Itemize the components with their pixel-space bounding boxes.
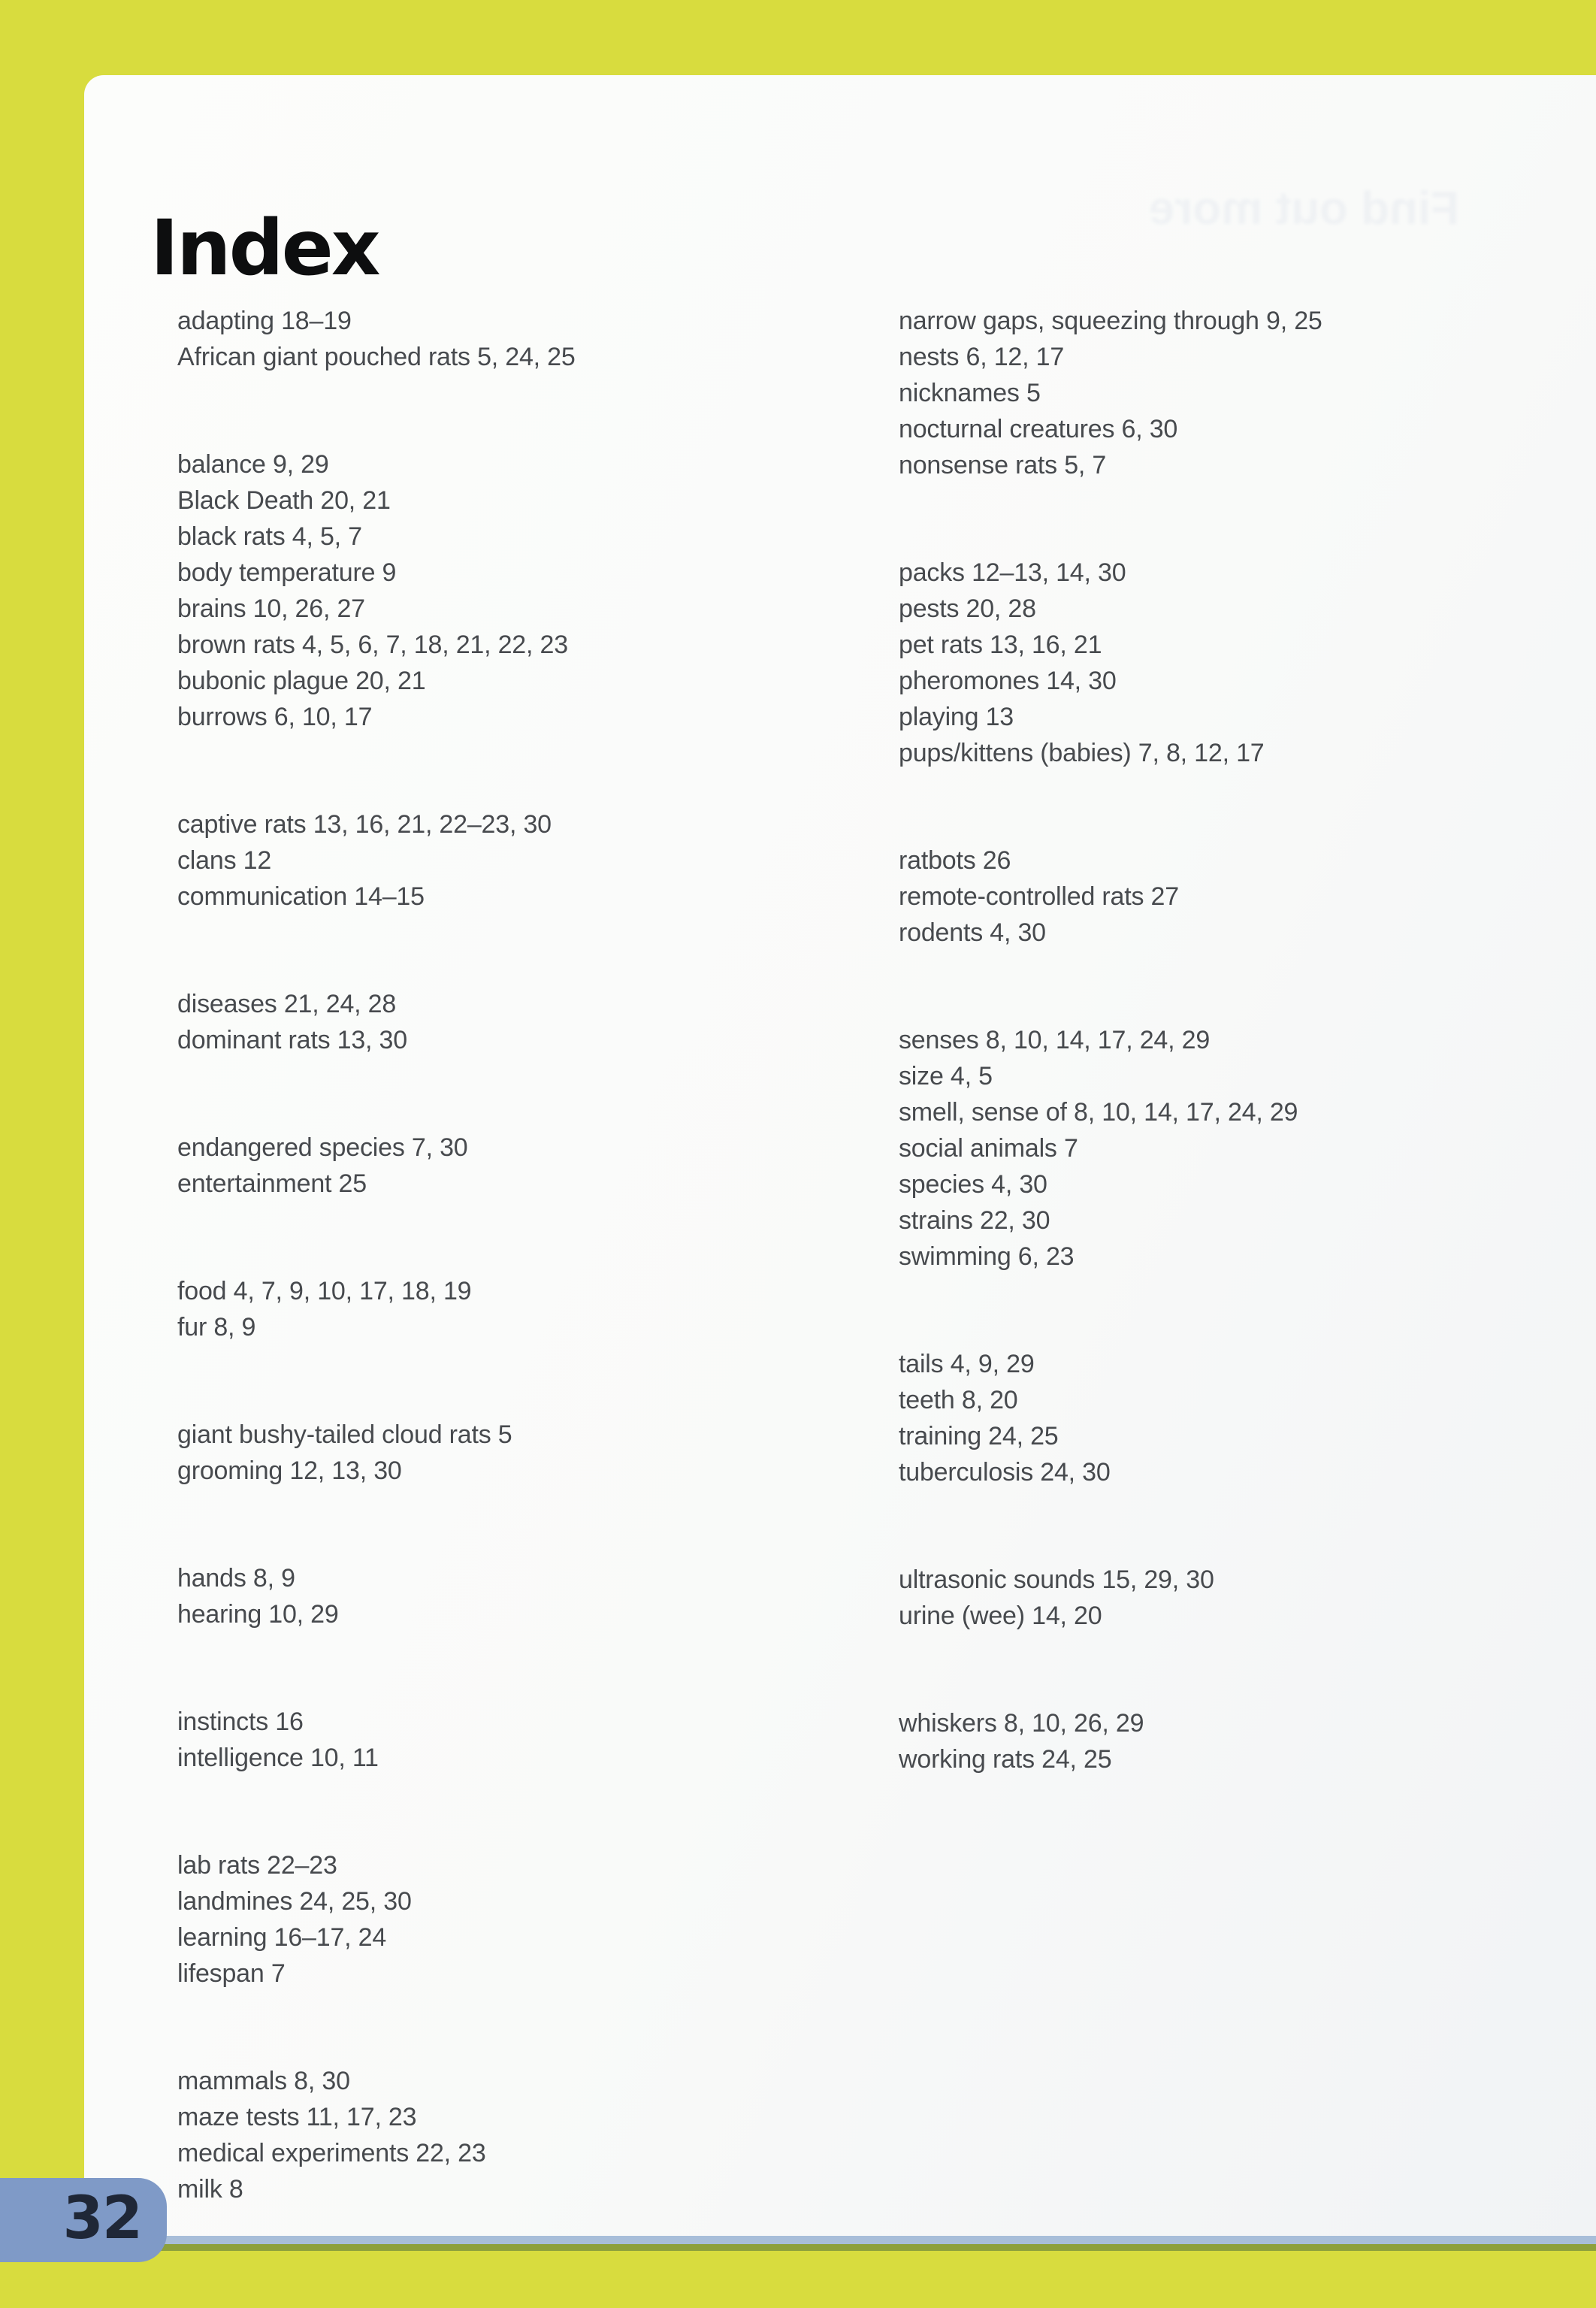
index-entry: pests 20, 28 (899, 594, 1036, 623)
index-entry: burrows 6, 10, 17 (177, 703, 373, 731)
index-group (177, 1847, 884, 1992)
index-group (177, 1417, 884, 1489)
index-group (899, 303, 1596, 483)
index-group (177, 1704, 884, 1776)
index-entry: African giant pouched rats 5, 24, 25 (177, 343, 576, 371)
index-entry: playing 13 (899, 703, 1014, 731)
index-entry: whiskers 8, 10, 26, 29 (899, 1709, 1144, 1738)
index-entry: medical experiments 22, 23 (177, 2139, 486, 2167)
index-entry: size 4, 5 (899, 1062, 993, 1090)
index-group (899, 555, 1596, 771)
page-number: 32 (62, 2185, 141, 2252)
index-entry: narrow gaps, squeezing through 9, 25 (899, 307, 1322, 335)
index-entry: strains 22, 30 (899, 1206, 1050, 1235)
index-entry: communication 14–15 (177, 882, 425, 911)
index-entry: rodents 4, 30 (899, 918, 1046, 947)
index-entry: adapting 18–19 (177, 307, 352, 335)
index-group (177, 1560, 884, 1632)
index-entry: pups/kittens (babies) 7, 8, 12, 17 (899, 739, 1265, 767)
index-entry: fur 8, 9 (177, 1313, 256, 1342)
index-entry: body temperature 9 (177, 558, 397, 587)
index-entry: entertainment 25 (177, 1169, 367, 1198)
index-entry: tuberculosis 24, 30 (899, 1458, 1111, 1487)
index-entry: pheromones 14, 30 (899, 667, 1117, 695)
index-entry: smell, sense of 8, 10, 14, 17, 24, 29 (899, 1098, 1298, 1127)
bottom-olive-strip (84, 2244, 1596, 2251)
page (84, 75, 1596, 2236)
index-group (899, 1022, 1596, 1275)
index-group (177, 986, 884, 1058)
page-number-badge (0, 2178, 167, 2262)
index-entry: grooming 12, 13, 30 (177, 1456, 402, 1485)
index-group (177, 806, 884, 915)
index-entry: species 4, 30 (899, 1170, 1047, 1199)
index-entry: nests 6, 12, 17 (899, 343, 1065, 371)
index-entry: endangered species 7, 30 (177, 1133, 468, 1162)
index-entry: diseases 21, 24, 28 (177, 990, 397, 1018)
index-entry: tails 4, 9, 29 (899, 1350, 1035, 1378)
index-entry: pet rats 13, 16, 21 (899, 631, 1102, 659)
index-group (899, 1346, 1596, 1490)
index-entry: maze tests 11, 17, 23 (177, 2103, 417, 2131)
index-entry: bubonic plague 20, 21 (177, 667, 426, 695)
index-entry: working rats 24, 25 (899, 1745, 1112, 1774)
index-group (177, 303, 884, 375)
index-entry: remote-controlled rats 27 (899, 882, 1179, 911)
index-entry: instincts 16 (177, 1708, 304, 1736)
index-group (899, 1562, 1596, 1634)
index-entry: food 4, 7, 9, 10, 17, 18, 19 (177, 1277, 472, 1305)
index-entry: ultrasonic sounds 15, 29, 30 (899, 1565, 1214, 1594)
index-entry: training 24, 25 (899, 1422, 1059, 1450)
index-group (177, 446, 884, 735)
bottom-blue-strip (84, 2236, 1596, 2244)
index-group (899, 1705, 1596, 1777)
index-group (899, 842, 1596, 951)
index-entry: social animals 7 (899, 1134, 1078, 1163)
index-group (177, 1273, 884, 1345)
index-entry: learning 16–17, 24 (177, 1923, 387, 1952)
index-entry: nocturnal creatures 6, 30 (899, 415, 1178, 443)
index-entry: landmines 24, 25, 30 (177, 1887, 412, 1916)
index-group (177, 1130, 884, 1202)
page-title: Index (150, 204, 379, 294)
index-entry: mammals 8, 30 (177, 2067, 350, 2095)
index-entry: urine (wee) 14, 20 (899, 1602, 1102, 1630)
index-entry: packs 12–13, 14, 30 (899, 558, 1126, 587)
index-entry: brains 10, 26, 27 (177, 594, 365, 623)
index-entry: nonsense rats 5, 7 (899, 451, 1107, 479)
index-group (177, 2063, 884, 2207)
index-entry: black rats 4, 5, 7 (177, 522, 362, 551)
index-column-right (899, 303, 1596, 1849)
index-entry: captive rats 13, 16, 21, 22–23, 30 (177, 810, 552, 839)
index-entry: teeth 8, 20 (899, 1386, 1018, 1414)
index-entry: hands 8, 9 (177, 1564, 295, 1593)
index-column-left (177, 303, 884, 2279)
index-entry: clans 12 (177, 846, 272, 875)
index-entry: balance 9, 29 (177, 450, 329, 479)
index-entry: hearing 10, 29 (177, 1600, 339, 1629)
index-entry: giant bushy-tailed cloud rats 5 (177, 1420, 512, 1449)
index-entry: lifespan 7 (177, 1959, 286, 1988)
index-entry: intelligence 10, 11 (177, 1744, 379, 1772)
index-entry: lab rats 22–23 (177, 1851, 337, 1880)
index-entry: brown rats 4, 5, 6, 7, 18, 21, 22, 23 (177, 631, 568, 659)
index-entry: nicknames 5 (899, 379, 1041, 407)
index-entry: Black Death 20, 21 (177, 486, 391, 515)
index-entry: dominant rats 13, 30 (177, 1026, 407, 1054)
index-entry: senses 8, 10, 14, 17, 24, 29 (899, 1026, 1211, 1054)
index-entry: ratbots 26 (899, 846, 1011, 875)
index-entry: swimming 6, 23 (899, 1242, 1075, 1271)
index-entry: milk 8 (177, 2175, 243, 2204)
bleed-through-text: Find out more (1148, 183, 1459, 234)
